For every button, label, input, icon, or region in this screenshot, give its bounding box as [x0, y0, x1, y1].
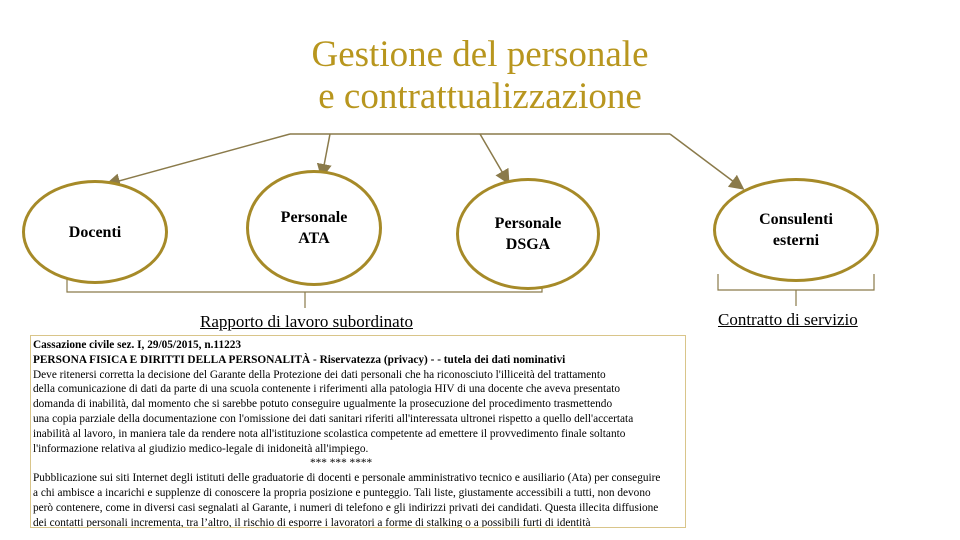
node-personale-dsga: [456, 178, 600, 290]
textbox-line: Deve ritenersi corretta la decisione del Garante della Protezione dei dati personali che ha riconosciuto l'illiceità del trattamento: [33, 368, 606, 381]
title-line-1: Gestione del personale: [311, 34, 649, 75]
textbox-line: inabilità al lavoro, in maniera tale da rendere nota all'istituzione scolastica competente ad emettere il provvedimento finale soltanto: [33, 427, 626, 440]
textbox-line: domanda di inabilità, dal momento che si sarebbe potuto conseguire ugualmente la prosecuzione del procedimento trasmettendo: [33, 398, 613, 411]
node-docenti: [22, 180, 168, 284]
textbox-line: l'informazione relativa al giudizio medico-legale di inidoneità all'impiego.: [33, 442, 369, 455]
textbox-line: Cassazione civile sez. I, 29/05/2015, n.11223: [33, 339, 242, 351]
textbox-line: una copia parziale della documentazione con l'omissione dei dati sanitari riferiti all'interessata ultronei rispetto a quello dell'accertata: [33, 412, 634, 425]
textbox-separator: *** *** ****: [310, 457, 373, 470]
textbox-line: Pubblicazione sui siti Internet degli istituti delle graduatorie di docenti e personale amministrativo tecnico e ausiliario (Ata) per conseguire: [33, 472, 661, 485]
label-contratto-servizio: Contratto di servizio: [718, 310, 858, 329]
node-personale-ata: [246, 170, 382, 286]
node-personale-dsga-label: Personale DSGA: [494, 215, 562, 253]
node-consulenti-esterni-label: Consulenti esterni: [759, 211, 833, 249]
arrow-to-docenti: [108, 134, 290, 184]
label-rapporto-subordinato: Rapporto di lavoro subordinato: [200, 312, 413, 331]
node-docenti-label: Docenti: [68, 223, 122, 241]
textbox-line: della comunicazione di dati da parte di una scuola contenente i riferimenti alla patologia HIV di una docente che aveva presentato: [33, 383, 620, 396]
title-line-2: e contrattualizzazione: [318, 76, 642, 117]
textbox-line: a chi ambisce a incarichi e supplenze di conoscere la propria posizione e punteggio. Tali liste, giustamente accessibili a tutti, non devono: [33, 486, 651, 499]
node-consulenti-esterni: [713, 178, 879, 282]
node-personale-ata-label: Personale ATA: [280, 209, 348, 247]
arrow-to-consulenti: [670, 134, 742, 188]
textbox-line: PERSONA FISICA E DIRITTI DELLA PERSONALITÀ - Riservatezza (privacy) - - tutela dei dati nominativi: [33, 353, 566, 366]
case-law-textbox: [30, 335, 686, 528]
arrow-to-dsga: [480, 134, 508, 182]
textbox-line: però contenere, come in diversi casi segnalati al Garante, i numeri di telefono e gli indirizzi privati dei candidati. Questa illecita diffusione: [33, 501, 659, 514]
textbox-line: dei contatti personali incrementa, tra l’altro, il rischio di esporre i lavoratori a forme di stalking o a possibili furti di identità: [33, 516, 591, 528]
